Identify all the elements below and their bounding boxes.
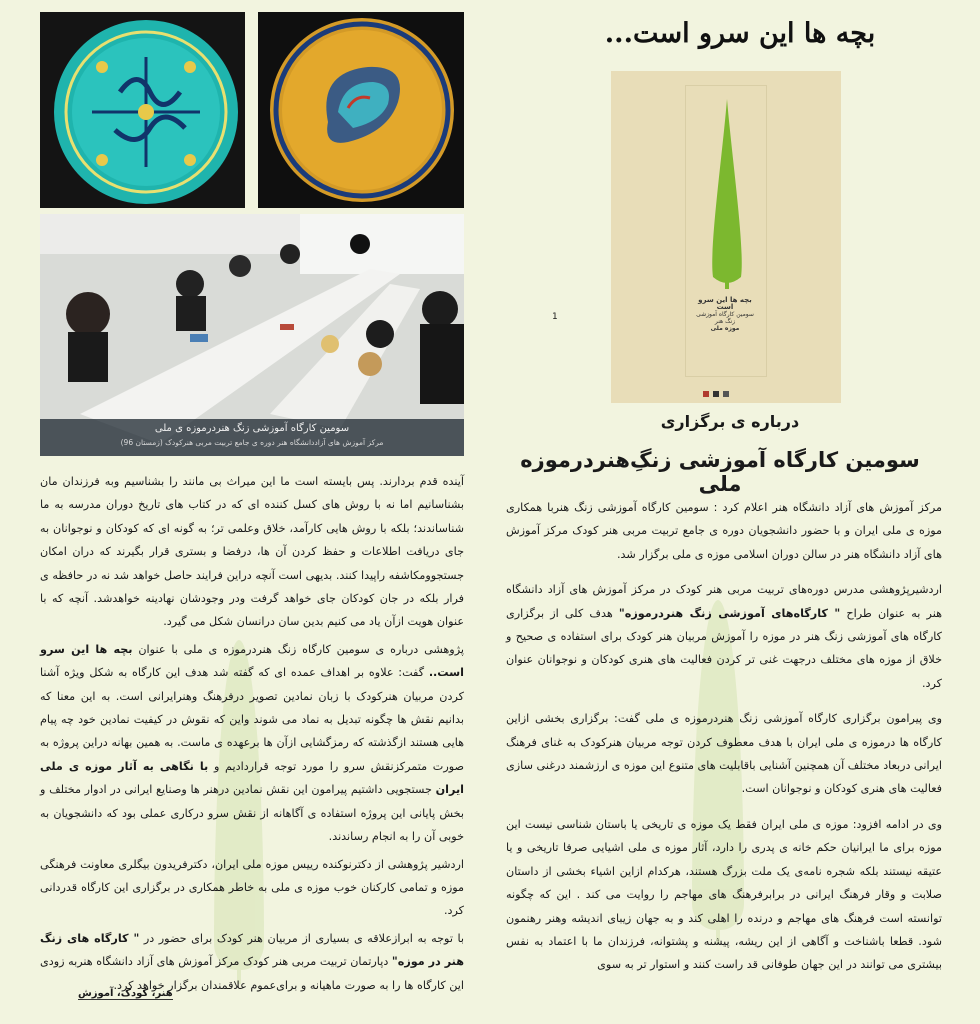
photo-caption-title: سومین کارگاه آموزشی زنگ هنردرموزه ی ملی xyxy=(154,423,350,434)
poster-subtitle: سومین کارگاه آموزشی زنگ هنر xyxy=(696,311,754,325)
right-column xyxy=(506,496,942,977)
poster-text xyxy=(691,297,759,332)
paragraph-future xyxy=(40,927,464,997)
cypress-icon xyxy=(707,99,747,289)
left-column xyxy=(40,470,464,997)
footnote-number: 1 xyxy=(552,312,558,322)
photo-caption-subtitle: مرکز آموزش های آزاددانشگاه هنر دوره ی جامع تربیت مربی هنرکودک (زمستان 96) xyxy=(120,438,384,447)
poster-logo-red xyxy=(703,391,709,397)
paragraph-intro: مرکز آموزش های آزاد دانشگاه هنر اعلام کرد : سومین کارگاه آموزشی زنگ هنربا همکاری موزه ی ملی ایران و با حضور دانشجویان دوره ی جامع تربیت مربی هنر کودک مرکز آموزش های آزاد دانشگاه هنر در سالن دوران اسلامی موزه ی ملی برگزار شد. xyxy=(506,501,942,561)
paragraph-purpose: وی پیرامون برگزاری کارگاه آموزشی زنگ هنردرموزه ی ملی گفت: برگزاری بخشی ازاین کارگاه ها درموزه ی ملی ایران با هدف معطوف کردن توجه مربیان هنرکودک به غنای فرهنگ ایرانی دربعاد مختلف آن همچنین آشنایی باقابلیت های متنوع این موزه ی ارزشمند درغنی سازی فعالیت های هنری کودکان و نوجوانان است. xyxy=(506,712,942,796)
section-subtitle: درباره ی برگزاری xyxy=(660,412,800,431)
poster-venue: موزه ملی xyxy=(710,325,740,332)
paragraph-thanks: اردشیر پژوهشی از دکترنوکنده رییس موزه ملی ایران، دکترفریدون بیگلری معاونت فرهنگی موزه و تمامی کارکنان خوب موزه ی ملی به خاطر همکاری در برگزاری این کارگاه قدردانی کرد. xyxy=(40,857,464,918)
paragraph-designer xyxy=(506,578,942,695)
paragraph-designer-text-a: اردشیرپژوهشی مدرس دوره‌های تربیت مربی هنر کودک در مرکز آموزش های آزاد دانشگاه هنر به عنوان طراح xyxy=(506,583,942,620)
paragraph-research-bold: بچه ها این سرو است.. xyxy=(40,642,464,680)
poster-title: بچه ها این سرو است xyxy=(698,296,752,311)
plate-photo-orange xyxy=(258,12,464,208)
cypress-poster xyxy=(611,71,841,403)
paragraph-research-bold-2: با نگاهی به آثار موزه ی ملی ایران xyxy=(40,759,464,797)
paragraph-designer-bold: " کارگاه‌های آموزشی زنگ هنردرموزه" xyxy=(618,606,841,620)
paragraph-future-text-b: دپارتمان تربیت مربی هنر کودک مرکز آموزش های آزاد دانشگاه هنربه زودی این کارگاه ها را به صورت ماهیانه و برای‌عموم علاقمندان برگزار خواهد کرد. xyxy=(40,955,464,992)
workshop-photo xyxy=(40,214,464,456)
paragraph-research xyxy=(40,638,464,849)
plate-photo-turquoise xyxy=(40,12,245,208)
tags-link[interactable]: هنر، کودک، آموزش xyxy=(78,988,173,999)
paragraph-designer-text-b: هدف کلی از برگزاری کارگاه های آموزشی زنگ هنر در موزه را آموزش مربیان هنر کودک برای استفاده ی صحیح و خلاق از موزه های مختلف درجهت غنی تر کردن فعالیت های هنری کودکان و نوجوانان عنوان کرد. xyxy=(506,606,942,690)
paragraph-continuation: آینده قدم بردارند. پس بایسته است ما این میراث بی مانند را بشناسیم وبه فرزندان مان بشناسانیم اما نه با روش های کسل کننده ای که در کتاب های تاریخ دوران مدرسه به ما شناساندند؛ بلکه با روش هایی کارآمد، خلاق وعلمی تر؛ به گونه ای که کودکان و نوجوانان به جای دریافت اطلاعات و حفظ کردن آن ها، درفضا و بستری قرار بگیرند که دران امکان جستجوومکاشفه راپیدا کنند. بدیهی است آنچه دراین فرایند حاصل خواهد شد نه در حافظه ی فرار بلکه در جان کودکان جای خواهد گرفت ودر وجودشان نهادینه خواهدشد. آنچه که با عنوان هویت ازآن یاد می کنیم بدین سان درانسان شکل می گیرد. xyxy=(40,475,464,629)
section-heading: سومین کارگاه آموزشی زنگِ‌هنردرموزه ملی xyxy=(520,448,920,496)
article-title: بچه ها این سرو است... xyxy=(604,18,876,49)
paragraph-future-text-a: با توجه به ابرازعلاقه ی بسیاری از مربیان هنر کودک برای حضور در xyxy=(143,931,465,945)
paragraph-museum: وی در ادامه افزود: موزه ی ملی ایران فقط یک موزه ی تاریخی یا باستان شناسی نیست این موزه برای ما ایرانیان حکم خانه ی پدری را دارد، آثار موزه ی ملی اشیایی صرفا تاریخی و یا عتیقه نیستند بلکه شجره نامه‌ی یک ملت بزرگ هستند، هرکدام ازاین اشیاء بخشی از داستان صلابت و وقار فرهنگ ایرانی در برابرفرهنگ های مهاجم را روایت می کند . این که چگونه توانسته است فرهنگ های مهاجم و درنده را اهلی کند و به جهان زیبای اندیشه وهنر رهنمون شود. قطعا باشناخت و آگاهی از این ریشه، پیشنه و پشتوانه، فرزندان ما با اعتماد به نفس بیشتری می توانند در این جهان طوفانی قد راست کنند و استوار تر به سوی xyxy=(506,817,942,972)
paragraph-research-text-b: گفت: علاوه بر اهداف عمده ای که گفته شد هدف این کارگاه به شکل ویژه آشنا کردن مربیان هنرکودک با زبان نمادین تصویر درفرهنگ وهنرایرانی است. به این معنا که بدانیم نقش ها چگونه تبدیل به نماد می شوند واین که نقوش در کیفیت نمادین خود چه پیام هایی هستند ازگذشته که رمزگشایی ازآن ها برعهده ی ماست. به همین بهانه دراین پروژه به صورت متمرکزنقش سرو را مورد توجه قراردادیم و xyxy=(40,666,465,773)
poster-logo-dark-2 xyxy=(723,391,729,397)
paragraph-future-bold: " کارگاه های زنگ هنر در موزه" xyxy=(40,931,464,969)
paragraph-research-text-a: پژوهشی درباره ی سومین کارگاه زنگ هنردرموزه ی ملی با عنوان xyxy=(138,642,464,656)
poster-logo-dark xyxy=(713,391,719,397)
paragraph-research-text-c: جستجویی داشتیم پیرامون این نقش نمادین درهنر ها وصنایع ایرانی در ادوار مختلف و بخش پایانی این پروژه استفاده ی آگاهانه از نقش سرو درکاری عملی بود که دانشجویان به خوبی آن را به انجام رساندند. xyxy=(40,783,464,844)
photo-caption xyxy=(40,419,464,456)
